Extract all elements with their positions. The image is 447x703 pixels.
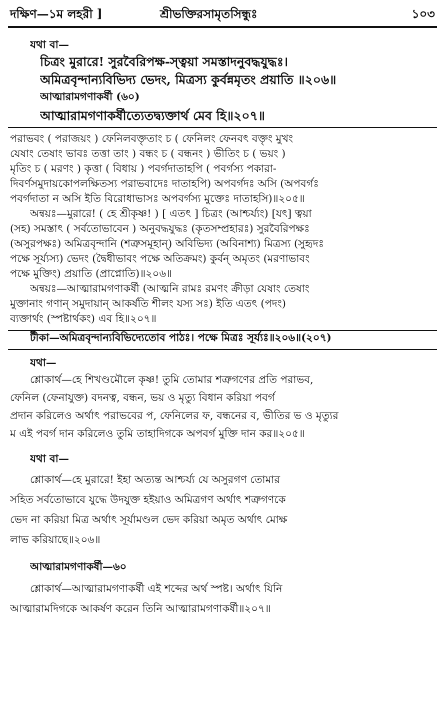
page-number: ১০৩	[411, 7, 435, 21]
translation-line: লাভ করিয়াছে॥২০৬॥	[10, 534, 101, 546]
page-header	[10, 4, 435, 24]
yatha-va-label-2: যথা বা—	[30, 453, 69, 465]
commentary-line: অন্বয়ঃ—মুরারে! ( হে শ্রীকৃষ্ণ! ) [ এতৎ ] চিত্রং (আশ্চর্য্যং) [যৎ] ত্বয়া	[30, 208, 312, 220]
tika-text: টীকা—অমিত্রবৃন্দান্যবিভিদ্যেতোব পাঠঃ। পক্ষে মিত্রঃ সূর্য্যঃ॥২০৬॥(২০৭)	[30, 332, 332, 344]
translation-line: প্রদান করিলেও অর্থাৎ পরাভবের প, ফেনিলের ফ, বন্ধনের ব, ভীতির ভ ও মৃত্যুর	[10, 410, 339, 422]
verse-line-2: অমিত্রবৃন্দান্যবিভিদ্য ভেদং, মিত্রস্য কুর্বন্নমৃতং প্রয়াতি ॥২০৬॥	[40, 72, 337, 87]
header-section: দক্ষিণ—১ম লহরী ]	[10, 7, 103, 21]
translation-line: সহিত সর্বতোভাবে যুদ্ধে উদযুক্ত হইয়াও অমিত্রগণ অর্থাৎ শত্রুগণকে	[10, 494, 286, 506]
header-book-title: শ্রীভক্তিরসামৃতসিন্ধুঃ	[160, 7, 258, 21]
translation-line: শ্লোকার্থ—আত্মারামগণাকর্ষী এই শব্দের অর্থ স্পষ্ট। অর্থাৎ যিনি	[30, 583, 283, 595]
commentary-line: অন্বয়ঃ—আত্মারামগণাকর্ষী (আত্মনি রামঃ রমণং ক্রীড়া যেষাং তেষাং	[30, 283, 310, 295]
commentary-line: মৃতিং চ ( মরণং ) কৃত্তা ( বিধায় ) পবর্গদাতাহপি ( পবর্গস্য পকারা-	[10, 163, 277, 175]
verse-line-3: আত্মারামগণাকর্ষীত্যেতদ্ব্যক্তার্থ মেব হি॥২০৭॥	[40, 108, 265, 123]
commentary-line: (সহ) সমস্তাৎ ( সর্বতোভাবেন ) অনুবদ্ধযুদ্ধঃ (কৃতসম্প্রহারঃ) সুরবৈরিপক্ষঃ	[10, 223, 310, 235]
commentary-line: যেষাং তেষাং ভাবঃ তত্তা তাং ) বন্ধং চ ( বন্ধনং ) ভীতিং চ ( ভয়ং )	[10, 148, 286, 160]
yatha-label: যথা—	[30, 357, 57, 369]
commentary-line: ব্যক্তার্থং (স্পষ্টার্থকং) এব হি॥২০৭॥	[10, 313, 157, 325]
verse-line-1: চিত্রং মুরারে! সুরবৈরিপক্ষ-স্ত্বয়া সমস্তাদনুবদ্ধযুদ্ধঃ।	[40, 54, 288, 69]
translation-line: ফেনিল (ফেনাযুক্ত) বদনত্ব, বন্ধন, ভয় ও মৃত্যু বিধান করিয়া পবর্গ	[10, 392, 275, 404]
commentary-line: দিবর্ণসমুদায়কোপলক্ষিতস্য পরাভবাদেঃ দাতাহপি) অপবর্গদঃ অসি (অপবর্গঃ	[10, 178, 319, 190]
header-rule	[8, 26, 437, 28]
translation-line: শ্লোকার্থ—হে মুরারে! ইহা অত্যন্ত আশ্চর্য্য যে অসুরগণ তোমার	[30, 474, 280, 486]
commentary-line: মুক্তানাং গণান্ সমুদায়ান্ আকর্ষতি শীলং যস্য সঃ) ইতি এতৎ (পদং)	[10, 298, 286, 310]
commentary-line: পক্ষে সূর্য্যস্য) ভেদং (দ্বৈধীভাবং পক্ষে অতিক্রমং) কুর্বন্ অমৃতং (মরণাভাবং	[10, 253, 310, 265]
commentary-line: পরাভবং ( পরাজয়ং ) ফেনিলবক্তৃতাং চ ( ফেনিলং ফেনবৎ বক্তৃং মুখং	[10, 133, 294, 145]
commentary-line: পক্ষে মুক্তিং) প্রয়াতি (প্রাপ্নোতি)॥২০৬॥	[10, 268, 172, 280]
section-rule	[8, 127, 437, 128]
yatha-va-label: যথা বা—	[30, 39, 69, 51]
translation-line: আত্মারামদিগকে আকর্ষণ করেন তিনি আত্মারামগণাকর্ষী॥২০৭॥	[10, 603, 271, 615]
translation-line: শ্লোকার্থ—হে শিখণ্ডমৌলে কৃষ্ণ! তুমি তোমার শত্রুগণের প্রতি পরাভব,	[30, 374, 314, 386]
translation-line: ম এই পবর্গ দান করিলেও তুমি তাহাদিগকে অপবর্গ মুক্তি দান কর॥২০৫॥	[10, 428, 305, 440]
commentary-line: (অসুরপক্ষঃ) অমিত্রবৃন্দানি (শত্রুসমূহান্) অবিভিদ্য (অবিনাশ্য) মিত্রস্য (সুহৃদঃ	[10, 238, 324, 250]
heading-atmarama: আত্মারামগণাকর্ষী—৬০	[30, 561, 127, 573]
translation-line: ভেদ না করিয়া মিত্র অর্থাৎ সূর্যামণ্ডল ভেদ করিয়া অমৃত অর্থাৎ মোক্ষ	[10, 514, 288, 526]
verse-heading: আত্মারামগণাকর্ষী (৬০)	[40, 91, 140, 103]
commentary-line: পবর্গদাতা ন অসি ইতি বিরোধাভাসঃ অপবর্গস্য মুক্তেঃ দাতাহসি)॥২০৫॥	[10, 193, 305, 205]
